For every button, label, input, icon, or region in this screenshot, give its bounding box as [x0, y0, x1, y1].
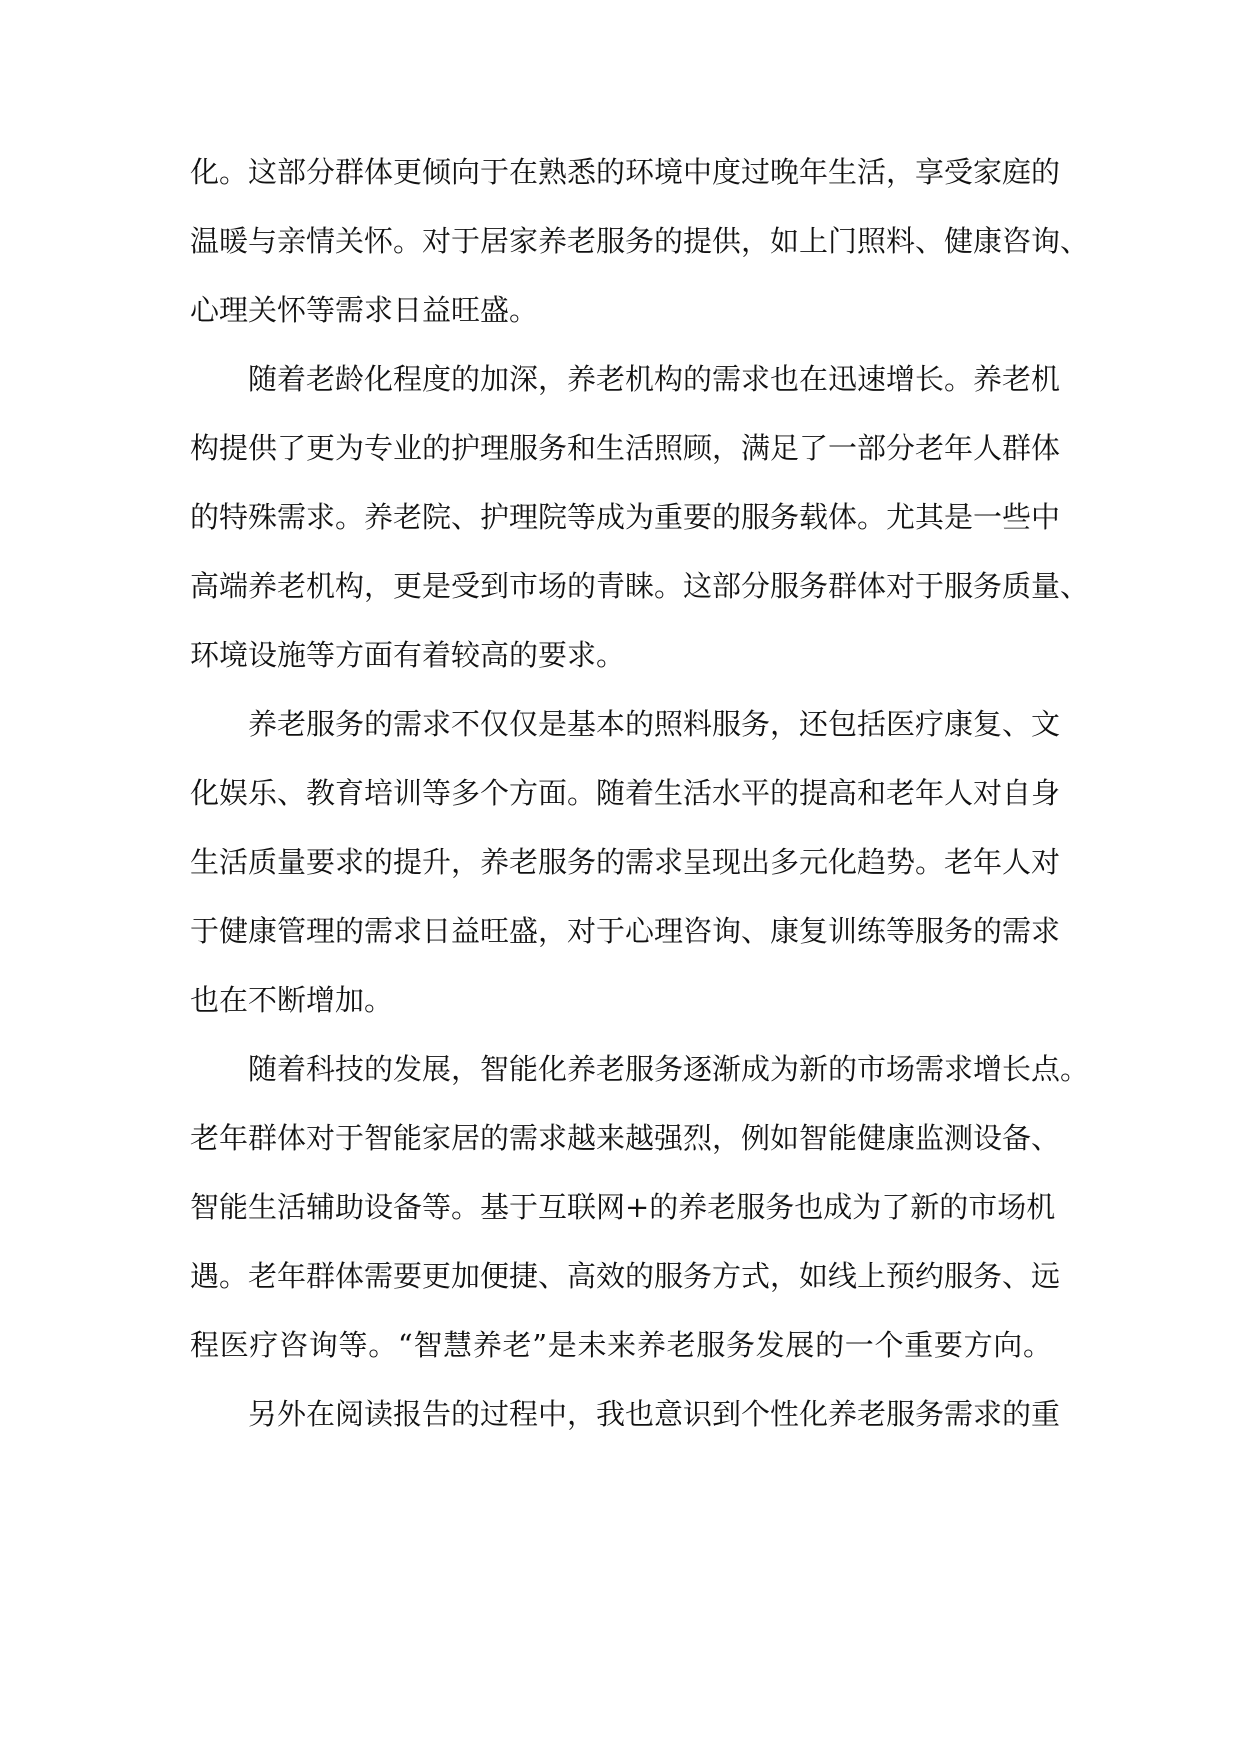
text-line: 随着老龄化程度的加深，养老机构的需求也在迅速增长。养老机 — [248, 362, 1061, 396]
text-line: 也在不断增加。 — [190, 983, 394, 1017]
document-body-text — [190, 138, 1090, 1449]
text-line: 心理关怀等需求日益旺盛。 — [190, 293, 539, 327]
text-line: 生活质量要求的提升，养老服务的需求呈现出多元化趋势。老年人对 — [190, 845, 1061, 879]
text-line: 温暖与亲情关怀。对于居家养老服务的提供，如上门照料、健康咨询、 — [190, 224, 1090, 258]
text-line: 高端养老机构，更是受到市场的青睐。这部分服务群体对于服务质量、 — [190, 569, 1090, 603]
text-line: 于健康管理的需求日益旺盛，对于心理咨询、康复训练等服务的需求 — [190, 914, 1061, 948]
text-line: 化娱乐、教育培训等多个方面。随着生活水平的提高和老年人对自身 — [190, 776, 1061, 810]
text-line: 另外在阅读报告的过程中，我也意识到个性化养老服务需求的重 — [248, 1397, 1061, 1431]
text-line: 环境设施等方面有着较高的要求。 — [190, 638, 626, 672]
text-line: 养老服务的需求不仅仅是基本的照料服务，还包括医疗康复、文 — [248, 707, 1061, 741]
text-line: 老年群体对于智能家居的需求越来越强烈，例如智能健康监测设备、 — [190, 1121, 1061, 1155]
text-line: 的特殊需求。养老院、护理院等成为重要的服务载体。尤其是一些中 — [190, 500, 1061, 534]
text-line: 程医疗咨询等。“智慧养老”是未来养老服务发展的一个重要方向。 — [190, 1328, 1052, 1362]
text-line: 遇。老年群体需要更加便捷、高效的服务方式，如线上预约服务、远 — [190, 1259, 1061, 1293]
text-line: 构提供了更为专业的护理服务和生活照顾，满足了一部分老年人群体 — [190, 431, 1061, 465]
text-line: 化。这部分群体更倾向于在熟悉的环境中度过晚年生活，享受家庭的 — [190, 155, 1061, 189]
text-line: 智能生活辅助设备等。基于互联网+的养老服务也成为了新的市场机 — [190, 1190, 1056, 1224]
text-line: 随着科技的发展，智能化养老服务逐渐成为新的市场需求增长点。 — [248, 1052, 1090, 1086]
